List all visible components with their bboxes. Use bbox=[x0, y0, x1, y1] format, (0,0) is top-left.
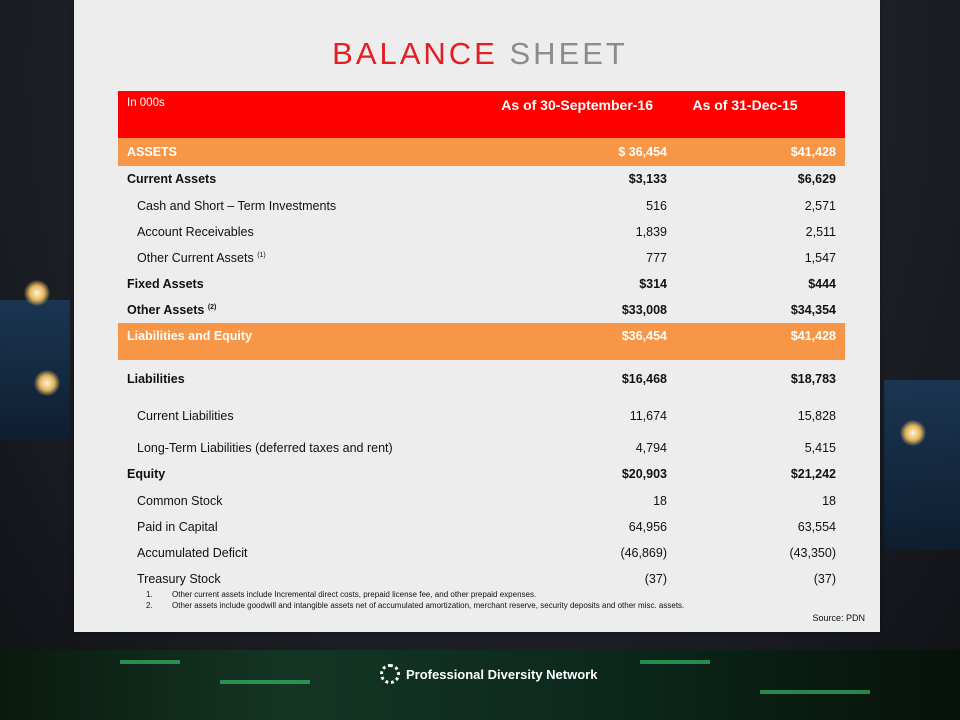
table-row-current-liabilities bbox=[118, 397, 845, 434]
row-label-text: Other Assets bbox=[127, 303, 205, 317]
background-screen-right bbox=[884, 380, 960, 550]
footnote-text: Other current assets include Incremental direct costs, prepaid license fee, and other prepaid expenses. bbox=[172, 590, 537, 599]
row-value-sep-16: 18 bbox=[653, 493, 667, 508]
row-value-dec-15: $18,783 bbox=[790, 371, 836, 386]
table-header-row bbox=[118, 91, 845, 138]
row-value-sep-16: $33,008 bbox=[621, 303, 667, 317]
table-row-paid-in-capital bbox=[118, 514, 845, 540]
table-row-liabilities bbox=[118, 360, 845, 397]
row-value-dec-15: 15,828 bbox=[797, 408, 836, 423]
table-row-cash bbox=[118, 192, 845, 219]
table-row-common-stock bbox=[118, 487, 845, 514]
row-value-dec-15: 5,415 bbox=[804, 440, 836, 455]
row-value-dec-15: $444 bbox=[808, 277, 836, 291]
row-label: Treasury Stock bbox=[137, 572, 221, 586]
row-value-sep-16: $20,903 bbox=[621, 467, 667, 481]
background-light bbox=[34, 370, 60, 396]
row-value-dec-15: 2,511 bbox=[805, 225, 836, 239]
row-value-sep-16: 11,674 bbox=[629, 408, 667, 423]
footnote-ref: (2) bbox=[207, 303, 217, 311]
row-value-sep-16: (37) bbox=[644, 572, 667, 586]
row-value-sep-16: 4,794 bbox=[635, 440, 667, 455]
balance-sheet-table bbox=[118, 91, 845, 592]
row-label-text: Other Current Assets bbox=[137, 251, 254, 265]
row-label: Common Stock bbox=[137, 493, 223, 508]
row-label: ASSETS bbox=[127, 145, 178, 159]
title-word-sheet: SHEET bbox=[509, 36, 628, 71]
row-label bbox=[118, 303, 515, 317]
row-value-sep-16: 64,956 bbox=[628, 520, 667, 534]
table-row-liabilities-and-equity bbox=[118, 323, 845, 360]
row-value-dec-15: 1,547 bbox=[804, 251, 836, 265]
row-label: Accumulated Deficit bbox=[137, 546, 248, 560]
footnote bbox=[146, 589, 684, 600]
table-row-accumulated-deficit bbox=[118, 540, 845, 566]
table-row-long-term-liabilities bbox=[118, 434, 845, 461]
title-word-balance: BALANCE bbox=[332, 36, 498, 71]
column-header-sep-16: As of 30-September-16 bbox=[501, 97, 653, 113]
table-row-current-assets bbox=[118, 166, 845, 192]
table-row-account-receivables bbox=[118, 219, 845, 245]
row-label bbox=[118, 251, 515, 265]
company-logo bbox=[380, 664, 597, 684]
footnote-ref: (1) bbox=[257, 251, 266, 259]
row-label: Fixed Assets bbox=[127, 277, 204, 291]
row-value-sep-16: (46,869) bbox=[620, 546, 667, 560]
row-label: Equity bbox=[127, 467, 166, 481]
row-label: Cash and Short – Term Investments bbox=[137, 198, 337, 213]
background-ticker-strip bbox=[0, 650, 960, 720]
row-value-sep-16: $ 36,454 bbox=[618, 145, 667, 159]
table-row-other-assets bbox=[118, 297, 845, 323]
row-value-sep-16: 777 bbox=[646, 251, 667, 265]
row-value-sep-16: $314 bbox=[639, 277, 667, 291]
table-row-equity bbox=[118, 461, 845, 487]
row-value-dec-15: $6,629 bbox=[797, 172, 836, 186]
row-label: Liabilities and Equity bbox=[127, 329, 253, 343]
pdn-logo-icon bbox=[380, 664, 400, 684]
table-row-other-current-assets bbox=[118, 245, 845, 271]
source-note: Source: PDN bbox=[812, 613, 865, 623]
row-value-sep-16: $3,133 bbox=[628, 172, 667, 186]
row-value-dec-15: 63,554 bbox=[797, 520, 836, 534]
row-value-dec-15: $21,242 bbox=[790, 467, 836, 481]
table-row-assets bbox=[118, 138, 845, 166]
row-value-dec-15: (37) bbox=[813, 572, 836, 586]
table-row-fixed-assets bbox=[118, 271, 845, 297]
row-value-sep-16: $16,468 bbox=[621, 371, 667, 386]
row-value-dec-15: $34,354 bbox=[790, 303, 836, 317]
row-value-dec-15: (43,350) bbox=[789, 546, 836, 560]
footnote-number: 2. bbox=[146, 601, 153, 610]
row-value-dec-15: 18 bbox=[822, 493, 836, 508]
row-label: Account Receivables bbox=[137, 225, 254, 239]
background-screen-left bbox=[0, 300, 70, 440]
row-value-sep-16: 1,839 bbox=[635, 225, 667, 239]
row-label: Long-Term Liabilities (deferred taxes and rent) bbox=[137, 440, 393, 455]
column-header-dec-15: As of 31-Dec-15 bbox=[692, 97, 798, 113]
row-value-dec-15: 2,571 bbox=[804, 198, 836, 213]
row-label: Paid in Capital bbox=[137, 520, 218, 534]
company-logo-text: Professional Diversity Network bbox=[406, 666, 598, 682]
row-label: Current Liabilities bbox=[137, 408, 234, 423]
footnote bbox=[146, 600, 684, 611]
background-light bbox=[900, 420, 926, 446]
footnote-number: 1. bbox=[146, 590, 153, 599]
unit-label: In 000s bbox=[127, 97, 165, 109]
row-label: Liabilities bbox=[127, 371, 185, 386]
footnote-text: Other assets include goodwill and intangible assets net of accumulated amortization, merchant reserve, security deposits and other misc. assets. bbox=[172, 601, 685, 610]
row-value-sep-16: 516 bbox=[646, 198, 667, 213]
background-light bbox=[24, 280, 50, 306]
row-value-dec-15: $41,428 bbox=[790, 329, 836, 343]
footnotes bbox=[146, 589, 684, 611]
row-value-sep-16: $36,454 bbox=[621, 329, 667, 343]
row-value-dec-15: $41,428 bbox=[790, 145, 836, 159]
row-label: Current Assets bbox=[127, 172, 217, 186]
page-title bbox=[0, 36, 960, 72]
